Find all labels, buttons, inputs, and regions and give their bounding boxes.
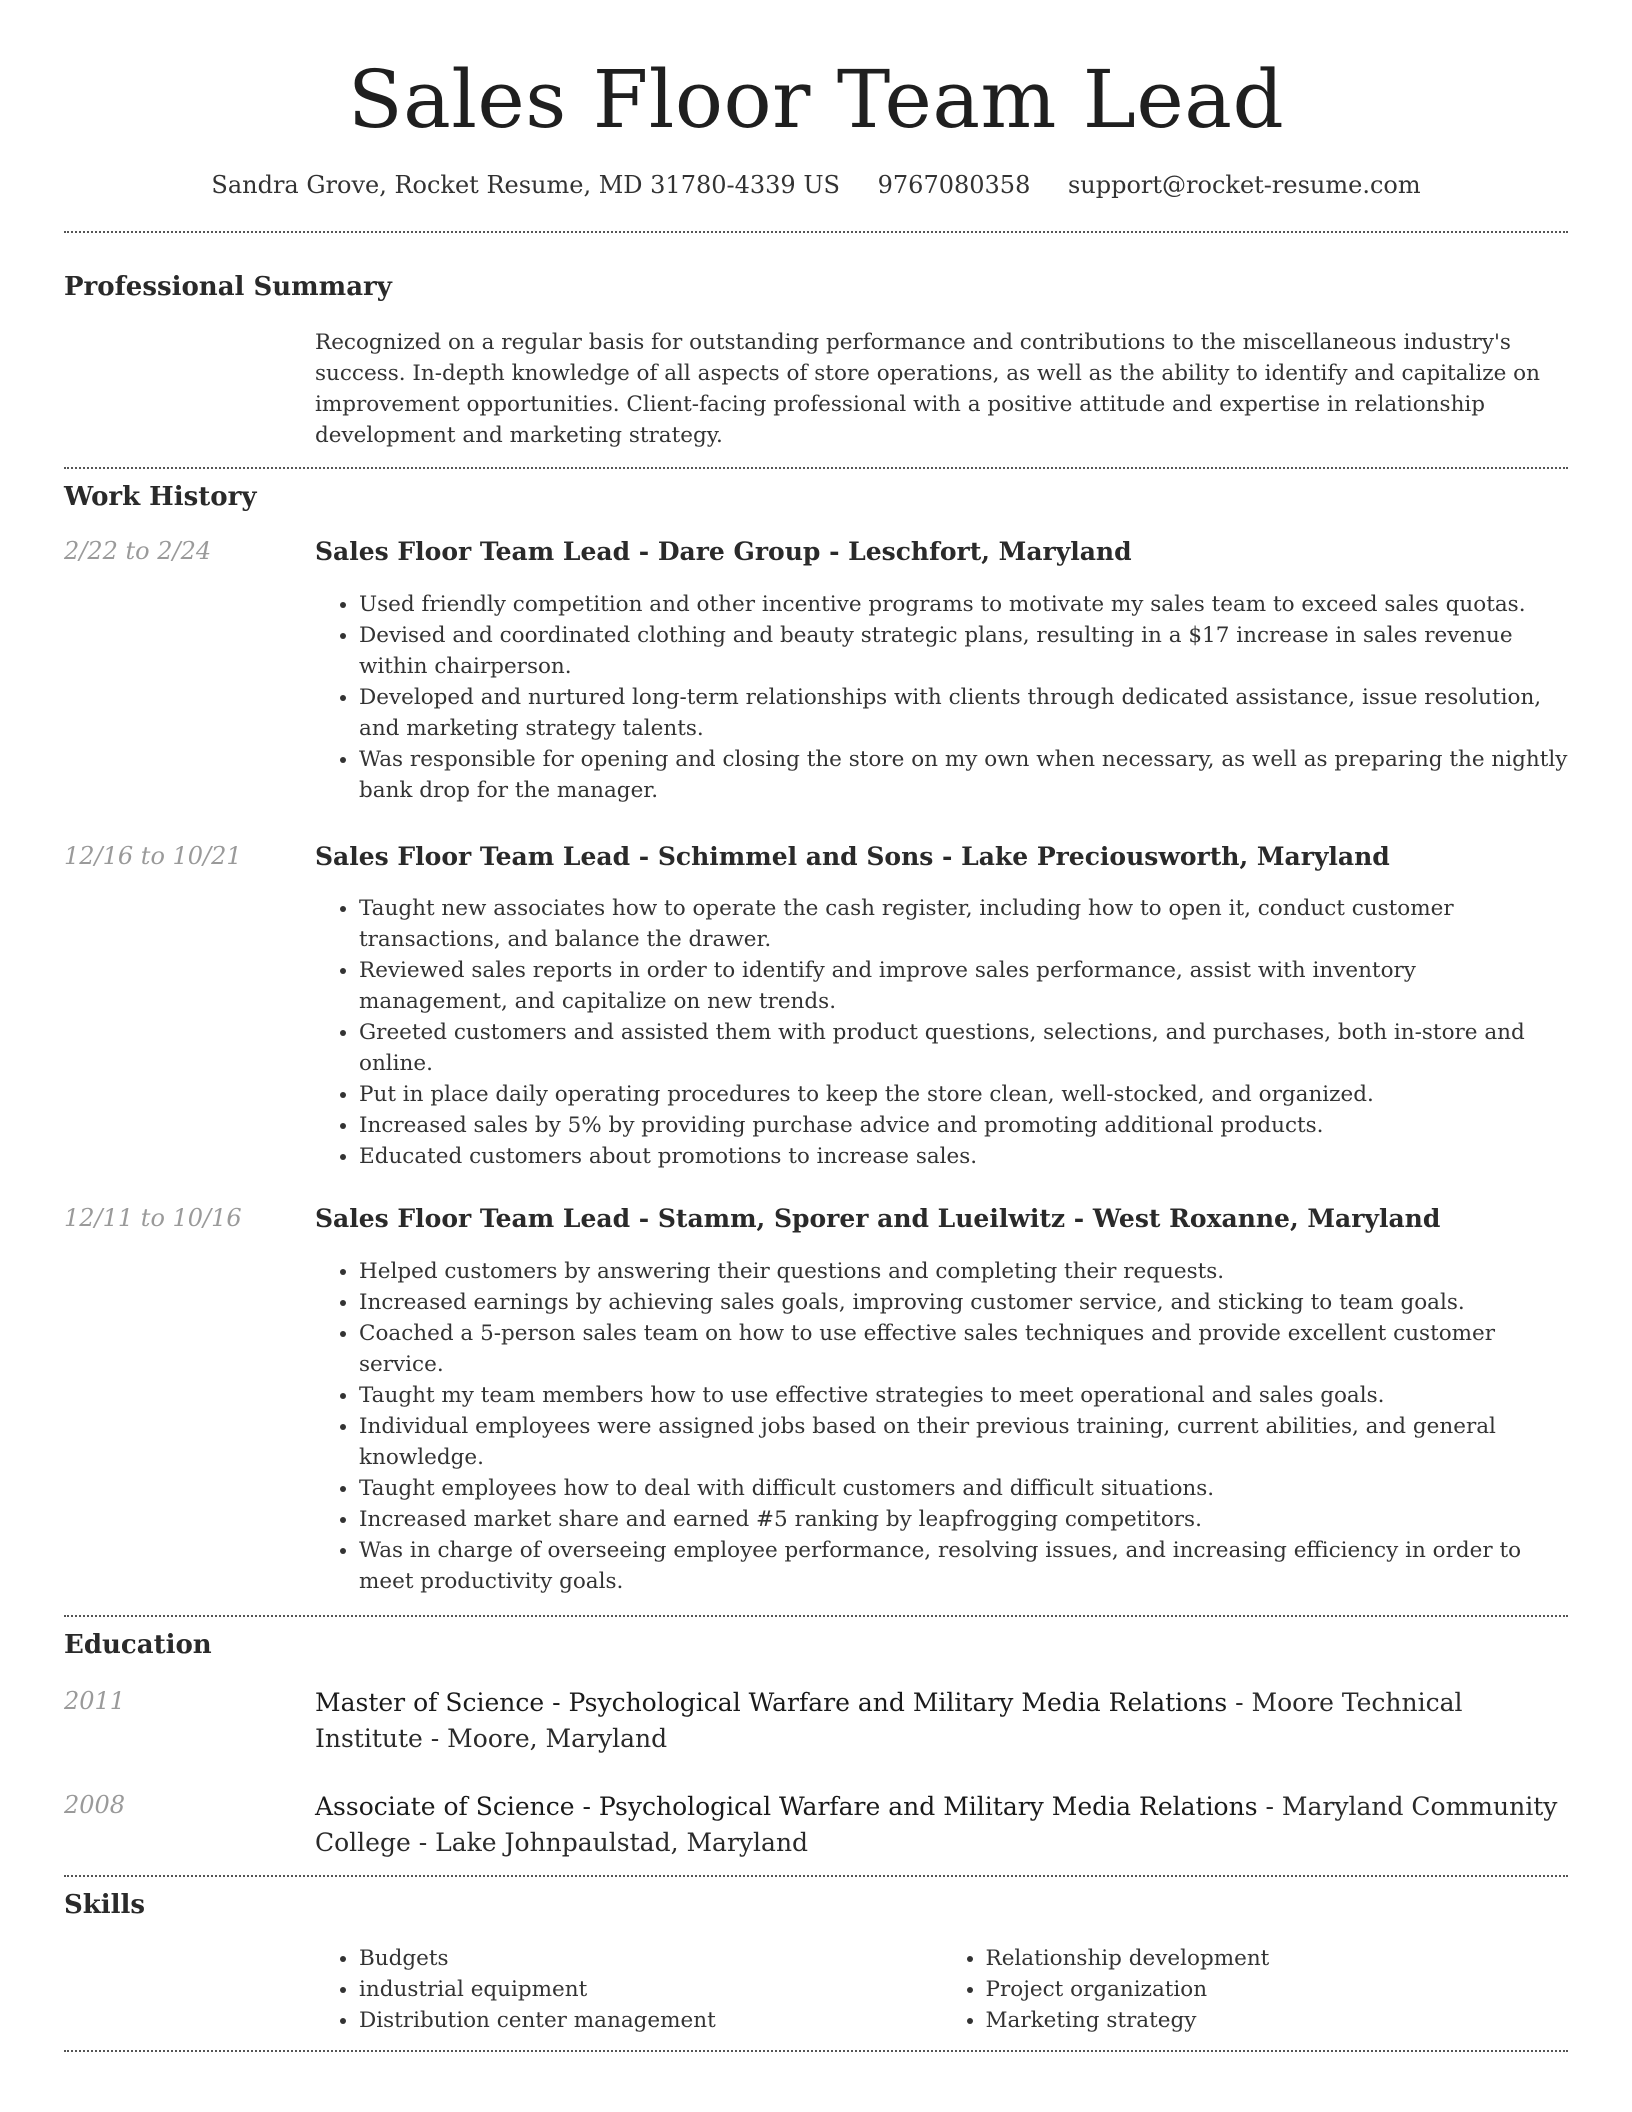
skill-item: • Project organization (986, 1974, 1569, 2005)
list-item: • Individual employees were assigned jobs based on their previous training, current abilities, and general knowledge. (359, 1411, 1568, 1473)
education-degree: Associate of Science - Psychological Warfare and Military Media Relations (315, 1791, 1258, 1821)
list-item: • Used friendly competition and other incentive programs to motivate my sales team to exceed sales quotas. (359, 589, 1568, 620)
contact-address: Sandra Grove, Rocket Resume, MD 31780-4339 US (211, 171, 840, 199)
job-dates: 2/22 to 2/24 (64, 536, 212, 565)
list-item: • Was in charge of overseeing employee performance, resolving issues, and increasing efficiency in order to meet productivity goals. (359, 1535, 1568, 1597)
education-body (315, 1789, 1568, 1861)
education-entry (64, 1789, 1568, 1861)
job-entry (64, 840, 1568, 1173)
list-item: • Helped customers by answering their questions and completing their requests. (359, 1256, 1568, 1287)
list-item: • Taught my team members how to use effective strategies to meet operational and sales goals. (359, 1380, 1568, 1411)
list-item: • Increased market share and earned #5 ranking by leapfrogging competitors. (359, 1504, 1568, 1535)
skill-item: • Relationship development (986, 1943, 1569, 1974)
job-title: Sales Floor Team Lead - Stamm, Sporer and Lueilwitz - West Roxanne, Maryland (315, 1204, 1441, 1234)
skills-list-left (315, 1943, 942, 2036)
skills-section (64, 1877, 1568, 2036)
list-item: • Coached a 5-person sales team on how to use effective sales techniques and provide excellent customer service. (359, 1318, 1568, 1380)
skill-item: • Budgets (359, 1943, 942, 1974)
job-dates: 12/11 to 10/16 (64, 1204, 242, 1233)
divider (64, 2050, 1568, 2052)
summary-row (64, 327, 1568, 451)
summary-body (315, 327, 1568, 451)
skills-row (64, 1943, 1568, 2036)
education-year: 2011 (64, 1686, 126, 1715)
skill-item: • Marketing strategy (986, 2005, 1569, 2036)
education-body (315, 1685, 1568, 1757)
job-bullets (315, 893, 1568, 1172)
job-body (315, 535, 1568, 806)
list-item: • Increased sales by 5% by providing purchase advice and promoting additional products. (359, 1110, 1568, 1141)
contact-email: support@rocket-resume.com (1067, 171, 1421, 199)
list-item: • Devised and coordinated clothing and beauty strategic plans, resulting in a $17 increase in sales revenue within chairperson. (359, 620, 1568, 682)
list-item: • Educated customers about promotions to increase sales. (359, 1141, 1568, 1172)
job-title: Sales Floor Team Lead - Dare Group - Leschfort, Maryland (315, 536, 1132, 566)
job-bullets (315, 1256, 1568, 1597)
education-title (315, 1789, 1568, 1861)
section-title-education: Education (64, 1630, 212, 1661)
list-item: • Greeted customers and assisted them with product questions, selections, and purchases, both in-store and online. (359, 1017, 1568, 1079)
education-section (64, 1617, 1568, 1861)
education-school: - Maryland Community College - Lake Johnpaulstad, Maryland (315, 1791, 1558, 1857)
summary-section (64, 233, 1568, 451)
list-item: • Increased earnings by achieving sales goals, improving customer service, and sticking to team goals. (359, 1287, 1568, 1318)
skills-columns (315, 1943, 1568, 2036)
skill-item: • Distribution center management (359, 2005, 942, 2036)
job-dates: 12/16 to 10/21 (64, 841, 242, 870)
job-entry (64, 535, 1568, 806)
job-body (315, 840, 1568, 1173)
list-item: • Taught employees how to deal with difficult customers and difficult situations. (359, 1473, 1568, 1504)
education-title (315, 1685, 1568, 1757)
section-title-skills: Skills (64, 1889, 146, 1920)
section-title-work: Work History (64, 481, 257, 512)
contact-phone: 9767080358 (877, 171, 1031, 199)
resume-title: Sales Floor Team Lead (347, 53, 1285, 146)
skills-list-right (942, 1943, 1569, 2036)
section-title-summary: Professional Summary (64, 272, 392, 303)
list-item: • Taught new associates how to operate the cash register, including how to open it, conduct customer transactions, and balance the drawer. (359, 893, 1568, 955)
list-item: • Put in place daily operating procedures to keep the store clean, well-stocked, and organized. (359, 1079, 1568, 1110)
work-section (64, 469, 1568, 1597)
education-school: - Moore Technical Institute - Moore, Maryland (315, 1687, 1463, 1753)
contact-line (64, 170, 1568, 201)
education-year: 2008 (64, 1790, 126, 1819)
summary-text: Recognized on a regular basis for outstanding performance and contributions to the miscellaneous industry's success. In-depth knowledge of all aspects of store operations, as well as the ability to identify and capitalize on improvement opportunities. Client-facing professional with a positive attitude and expertise in relationship development and marketing strategy. (315, 329, 1540, 448)
skill-item: • industrial equipment (359, 1974, 942, 2005)
list-item: • Developed and nurtured long-term relationships with clients through dedicated assistance, issue resolution, and marketing strategy talents. (359, 682, 1568, 744)
education-entry (64, 1685, 1568, 1757)
job-bullets (315, 589, 1568, 806)
job-body (315, 1202, 1568, 1597)
resume-page (64, 0, 1568, 2052)
summary-spacer (64, 327, 315, 451)
education-degree: Master of Science - Psychological Warfare and Military Media Relations (315, 1687, 1228, 1717)
skills-spacer (64, 1943, 315, 2036)
list-item: • Was responsible for opening and closing the store on my own when necessary, as well as preparing the nightly bank drop for the manager. (359, 744, 1568, 806)
list-item: • Reviewed sales reports in order to identify and improve sales performance, assist with inventory management, and capitalize on new trends. (359, 955, 1568, 1017)
job-entry (64, 1202, 1568, 1597)
job-title: Sales Floor Team Lead - Schimmel and Sons - Lake Preciousworth, Maryland (315, 841, 1390, 871)
